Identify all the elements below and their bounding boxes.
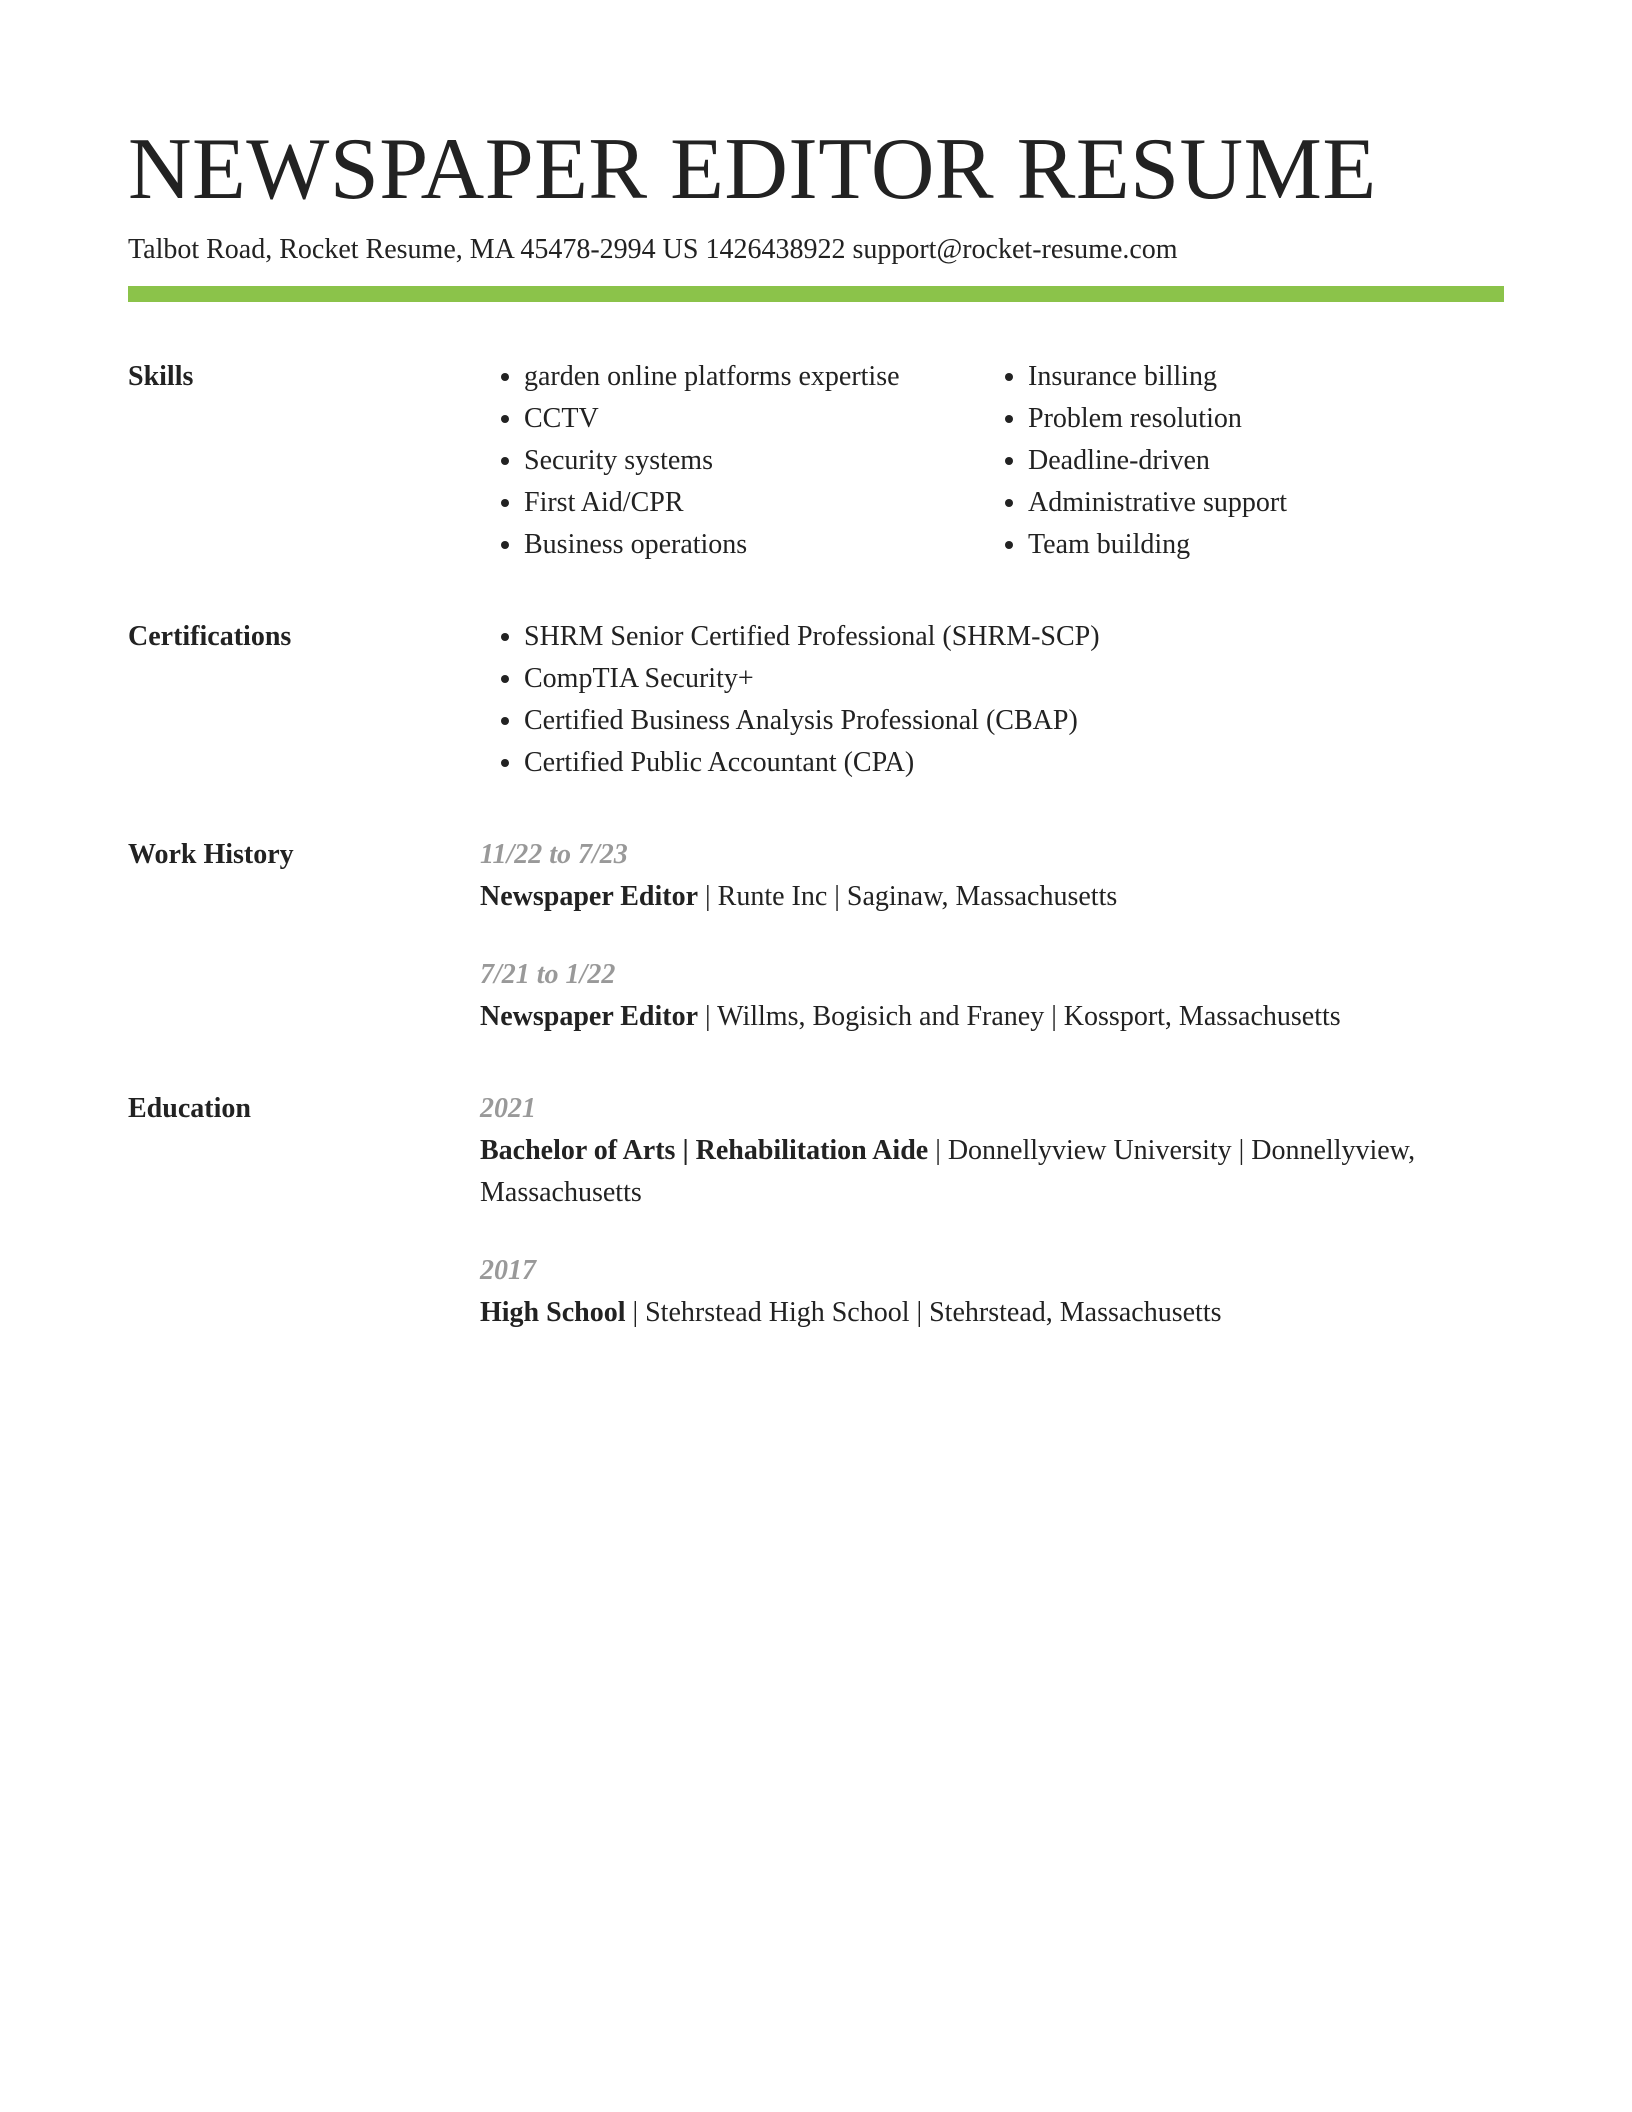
skill-item: • Security systems	[524, 440, 984, 482]
education-entry-date: 2021	[480, 1093, 536, 1124]
section-label-certifications: Certifications	[128, 621, 292, 652]
section-label-skills: Skills	[128, 361, 194, 392]
certifications-body	[480, 616, 1504, 784]
skills-body	[480, 356, 1504, 566]
work-entry	[480, 954, 1504, 1038]
education-entry-date: 2017	[480, 1255, 536, 1286]
work-entry-date: 7/21 to 1/22	[480, 959, 616, 990]
work-entry-details: | Runte Inc | Saginaw, Massachusetts	[698, 881, 1118, 912]
education-body	[480, 1088, 1504, 1334]
skill-item: • Problem resolution	[1028, 398, 1287, 440]
education-entry-line	[480, 1292, 1504, 1334]
certification-item: • CompTIA Security+	[524, 658, 1504, 700]
contact-line: Talbot Road, Rocket Resume, MA 45478-2994 US 1426438922 support@rocket-resume.com	[128, 234, 1178, 265]
work-entry-date: 11/22 to 7/23	[480, 839, 628, 870]
section-label-education: Education	[128, 1093, 251, 1124]
education-entry-degree: High School	[480, 1297, 626, 1328]
resume-title: NEWSPAPER EDITOR RESUME	[128, 121, 1377, 218]
skill-item: • Insurance billing	[1028, 356, 1287, 398]
skill-item: • Deadline-driven	[1028, 440, 1287, 482]
skill-item: • Business operations	[524, 524, 984, 566]
skills-columns	[480, 356, 1504, 566]
education-entry-line	[480, 1130, 1504, 1214]
work-entry-role: Newspaper Editor	[480, 1001, 699, 1032]
section-label-work-history: Work History	[128, 839, 294, 870]
skills-list-left	[480, 356, 984, 566]
education-section	[128, 1088, 1504, 1334]
skill-item: • CCTV	[524, 398, 984, 440]
work-entry-role: Newspaper Editor	[480, 881, 699, 912]
work-history-body	[480, 834, 1504, 1038]
skills-list-right	[984, 356, 1287, 566]
skill-item: • Administrative support	[1028, 482, 1287, 524]
education-entry-degree: Bachelor of Arts | Rehabilitation Aide	[480, 1135, 929, 1166]
work-entry-details: | Willms, Bogisich and Franey | Kossport, Massachusetts	[698, 1001, 1341, 1032]
certification-item: • SHRM Senior Certified Professional (SHRM-SCP)	[524, 616, 1504, 658]
skills-section	[128, 356, 1504, 566]
certifications-list	[480, 616, 1504, 784]
education-entry	[480, 1250, 1504, 1334]
education-entry	[480, 1088, 1504, 1214]
skill-item: • Team building	[1028, 524, 1287, 566]
work-entry	[480, 834, 1504, 918]
work-entry-line	[480, 876, 1504, 918]
work-history-section	[128, 834, 1504, 1038]
certification-item: • Certified Business Analysis Professional (CBAP)	[524, 700, 1504, 742]
skill-item: • First Aid/CPR	[524, 482, 984, 524]
certification-item: • Certified Public Accountant (CPA)	[524, 742, 1504, 784]
accent-divider	[128, 286, 1504, 302]
certifications-section	[128, 616, 1504, 784]
education-entry-details: | Donnellyview University | Donnellyview, Massachusetts	[480, 1135, 1416, 1208]
skill-item: • garden online platforms expertise	[524, 356, 984, 398]
resume-page	[128, 120, 1504, 1334]
education-entry-details: | Stehrstead High School | Stehrstead, Massachusetts	[625, 1297, 1222, 1328]
work-entry-line	[480, 996, 1504, 1038]
